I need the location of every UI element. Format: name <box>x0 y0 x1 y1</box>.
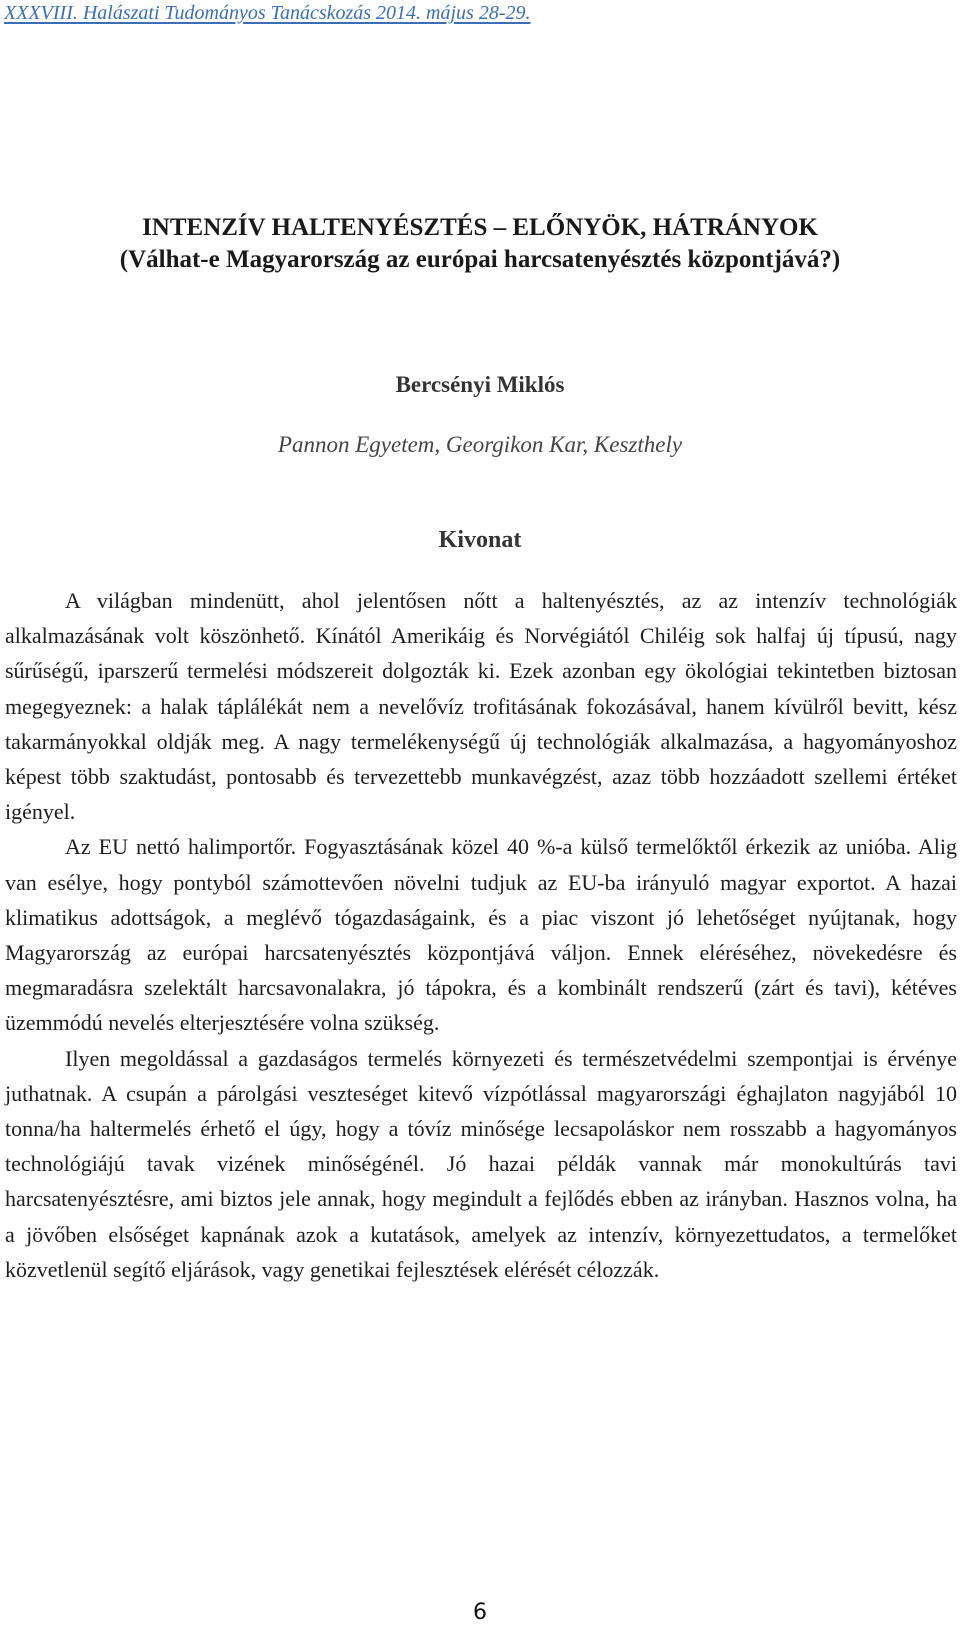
title-line-main: INTENZÍV HALTENYÉSZTÉS – ELŐNYÖK, HÁTRÁNYOK <box>142 214 818 241</box>
abstract-paragraph-3: Ilyen megoldással a gazdaságos termelés környezeti és természetvédelmi szempontjai is érvénye juthatnak. A csupán a párolgási veszteséget kitevő vízpótlással magyarországi éghajlaton nagyjából 10 tonna/ha haltermelés érhető el úgy, hogy a tóvíz minősége lecsapoláskor nem rosszabb a hagyományos technológiájú tavak vizének minőségénél. Jó hazai példák vannak már monokultúrás tavi harcsatenyésztésre, ami biztos jele annak, hogy megindult a fejlődés ebben az irányban. Hasznos volna, ha a jövőben elsőséget kapnának azok a kutatások, amelyek az intenzív, környezettudatos, a termelőket közvetlenül segítő eljárások, vagy genetikai fejlesztések elérését célozzák. <box>5 1045 957 1282</box>
title-line-subtitle: (Válhat-e Magyarország az európai harcsatenyésztés központjává?) <box>119 246 841 273</box>
abstract-body <box>5 583 957 1287</box>
author-affiliation: Pannon Egyetem, Georgikon Kar, Keszthely <box>277 432 683 457</box>
running-header: XXXVIII. Halászati Tudományos Tanácskozás 2014. május 28-29. <box>4 2 531 24</box>
abstract-heading: Kivonat <box>438 527 522 553</box>
author-name: Bercsényi Miklós <box>395 372 565 397</box>
abstract-paragraph-2: Az EU nettó halimportőr. Fogyasztásának közel 40 %-a külső termelőktől érkezik az unióba. Alig van esélye, hogy pontyból számottevően növelni tudjuk az EU-ba irányuló magyar exportot. A hazai klimatikus adottságok, a meglévő tógazdaságaink, és a piac viszont jó lehetőséget nyújtanak, hogy Magyarország az európai harcsatenyésztés központjává váljon. Ennek eléréséhez, növekedésre és megmaradásra szelektált harcsavonalakra, jó tápokra, és a kombinált rendszerű (zárt és tavi), kétéves üzemmódú nevelés elterjesztésére volna szükség. <box>5 834 957 1036</box>
page-number: 6 <box>473 1600 487 1625</box>
abstract-paragraph-1: A világban mindenütt, ahol jelentősen nőtt a haltenyésztés, az az intenzív technológiák alkalmazásának volt köszönhető. Kínától Amerikáig és Norvégiától Chiléig sok halfaj új típusú, nagy sűrűségű, iparszerű termelési módszereit dolgozták ki. Ezek azonban egy ökológiai tekintetben biztosan megegyeznek: a halak táplálékát nem a nevelővíz trofitásának fokozásával, hanem kívülről bevitt, kész takarmányokkal oldják meg. A nagy termelékenységű új technológiák alkalmazása, a hagyományoshoz képest több szaktudást, pontosabb és tervezettebb munkavégzést, azaz több hozzáadott szellemi értéket igényel. <box>5 588 957 825</box>
article-title <box>0 212 960 276</box>
